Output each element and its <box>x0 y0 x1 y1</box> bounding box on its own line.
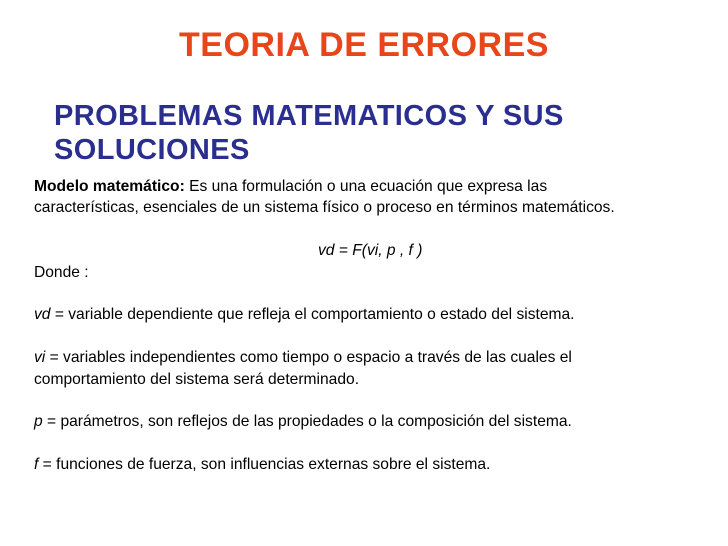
vi-definition-line1 <box>34 347 728 368</box>
f-definition <box>34 454 728 475</box>
f-symbol: f <box>34 456 39 474</box>
vd-symbol: vd <box>34 306 51 324</box>
donde-label: Donde : <box>34 263 89 281</box>
vd-text: = variable dependiente que refleja el comportamiento o estado del sistema. <box>50 306 575 324</box>
vi-symbol: vi <box>34 349 46 367</box>
p-text: = parámetros, son reflejos de las propiedades o la composición del sistema. <box>42 413 572 431</box>
vi-text-line1: = variables independientes como tiempo o espacio a través de las cuales el <box>45 349 572 367</box>
modelo-text-line1: Es una formulación o una ecuación que expresa las <box>184 178 548 195</box>
page-subtitle: PROBLEMAS MATEMATICOS Y SUS SOLUCIONES <box>54 100 564 166</box>
f-text: = funciones de fuerza, son influencias externas sobre el sistema. <box>38 456 491 474</box>
p-symbol: p <box>34 413 43 431</box>
modelo-label: Modelo matemático: <box>34 178 185 195</box>
modelo-text-line2: características, esenciales de un sistema físico o proceso en términos matemáticos. <box>34 199 615 217</box>
modelo-line-1 <box>34 176 728 197</box>
vd-definition <box>34 304 728 325</box>
vi-text-line2: comportamiento del sistema será determinado. <box>34 370 360 388</box>
content-body <box>34 176 728 476</box>
p-definition <box>34 411 728 432</box>
formula: vd = F(vi, p , f ) <box>318 242 423 260</box>
page-title: TEORIA DE ERRORES <box>179 26 549 64</box>
